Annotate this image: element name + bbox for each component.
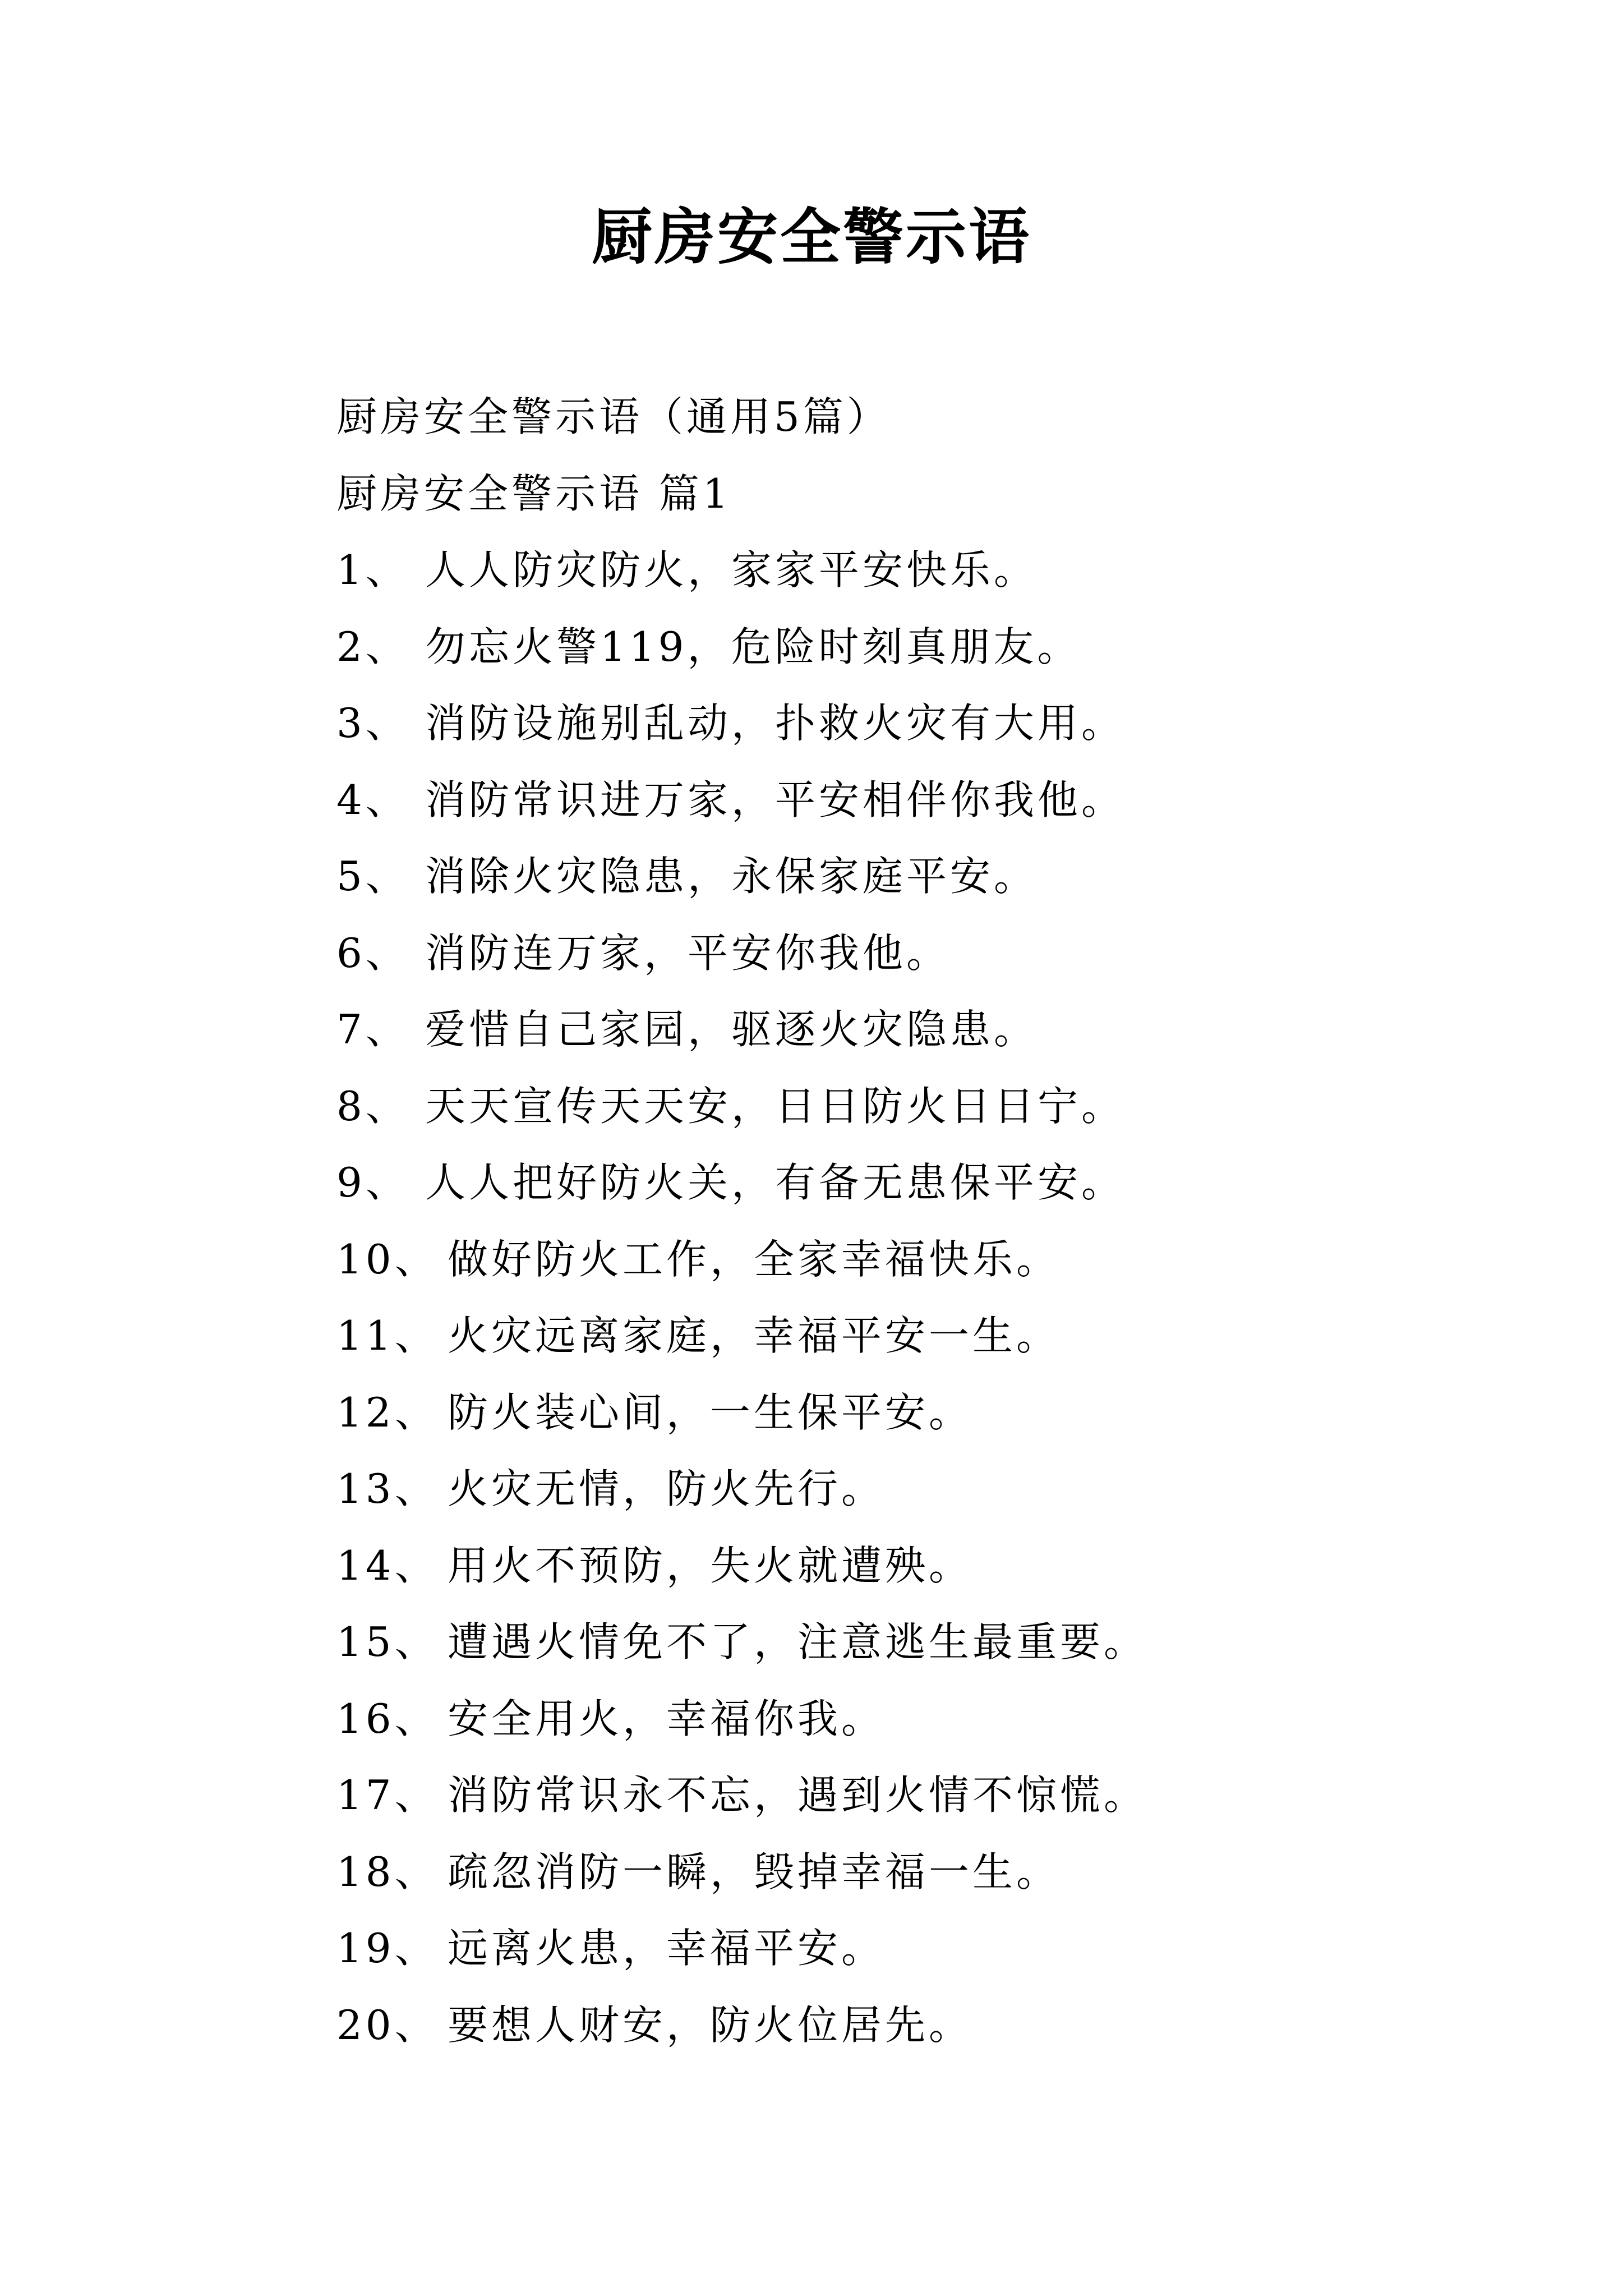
- item-number: 4、: [336, 776, 409, 823]
- list-item: [336, 1068, 1570, 1145]
- item-number: 2、: [336, 623, 409, 670]
- item-text: 消除火灾隐患，永保家庭平安。: [425, 853, 1038, 900]
- list-item: [336, 1834, 1570, 1911]
- list-item: [336, 1987, 1570, 2064]
- item-number: 11、: [336, 1312, 439, 1359]
- item-text: 消防连万家，平安你我他。: [425, 929, 951, 977]
- item-number: 15、: [336, 1618, 439, 1665]
- item-text: 防火装心间，一生保平安。: [448, 1388, 973, 1436]
- item-number: 7、: [336, 1006, 409, 1053]
- list-item: [336, 609, 1570, 685]
- document-title: 厨房安全警示语: [591, 202, 1031, 273]
- item-text: 爱惜自己家园，驱逐火灾隐患。: [425, 1006, 1038, 1053]
- item-number: 20、: [336, 2001, 439, 2049]
- list-item: [336, 1681, 1570, 1757]
- item-number: 3、: [336, 700, 409, 747]
- item-text: 消防设施别乱动，扑救火灾有大用。: [425, 700, 1126, 747]
- list-item: [336, 1604, 1570, 1681]
- item-text: 消防常识永不忘，遇到火情不惊慌。: [448, 1772, 1148, 1819]
- list-item: [336, 685, 1570, 762]
- list-item: [336, 1451, 1570, 1527]
- item-number: 1、: [336, 546, 409, 593]
- item-text: 天天宣传天天安，日日防火日日宁。: [425, 1082, 1126, 1130]
- document-body: [336, 379, 1570, 2063]
- list-item: [336, 915, 1570, 992]
- item-text: 遭遇火情免不了，注意逃生最重要。: [448, 1618, 1148, 1665]
- item-text: 火灾无情，防火先行。: [448, 1465, 886, 1512]
- item-text: 消防常识进万家，平安相伴你我他。: [425, 776, 1126, 823]
- item-text: 安全用火，幸福你我。: [448, 1695, 886, 1742]
- list-item: [336, 1527, 1570, 1604]
- document-subtitle: 厨房安全警示语（通用5篇）: [336, 393, 891, 440]
- list-item: [336, 762, 1570, 839]
- item-text: 远离火患，幸福平安。: [448, 1925, 886, 1972]
- item-number: 12、: [336, 1388, 439, 1436]
- item-text: 用火不预防，失火就遭殃。: [448, 1542, 973, 1589]
- item-number: 16、: [336, 1695, 439, 1742]
- item-text: 勿忘火警119，危险时刻真朋友。: [425, 623, 1081, 670]
- list-item: [336, 1144, 1570, 1221]
- item-text: 火灾远离家庭，幸福平安一生。: [448, 1312, 1061, 1359]
- item-number: 8、: [336, 1082, 409, 1130]
- item-text: 疏忽消防一瞬，毁掉幸福一生。: [448, 1848, 1061, 1895]
- item-number: 18、: [336, 1848, 439, 1895]
- item-number: 13、: [336, 1465, 439, 1512]
- item-number: 19、: [336, 1925, 439, 1972]
- item-text: 要想人财安，防火位居先。: [448, 2001, 973, 2049]
- item-text: 做好防火工作，全家幸福快乐。: [448, 1235, 1061, 1283]
- list-item: [336, 1297, 1570, 1374]
- section-heading: 厨房安全警示语 篇1: [336, 470, 732, 517]
- list-item: [336, 1374, 1570, 1451]
- list-item: [336, 1757, 1570, 1834]
- slogan-list: [336, 532, 1570, 2063]
- item-text: 人人防灾防火，家家平安快乐。: [425, 546, 1038, 593]
- list-item: [336, 838, 1570, 915]
- item-number: 17、: [336, 1772, 439, 1819]
- item-number: 6、: [336, 929, 409, 977]
- list-item: [336, 991, 1570, 1068]
- item-text: 人人把好防火关，有备无患保平安。: [425, 1159, 1126, 1206]
- list-item: [336, 1910, 1570, 1987]
- item-number: 9、: [336, 1159, 409, 1206]
- list-item: [336, 532, 1570, 609]
- item-number: 14、: [336, 1542, 439, 1589]
- list-item: [336, 1221, 1570, 1298]
- item-number: 5、: [336, 853, 409, 900]
- item-number: 10、: [336, 1235, 439, 1283]
